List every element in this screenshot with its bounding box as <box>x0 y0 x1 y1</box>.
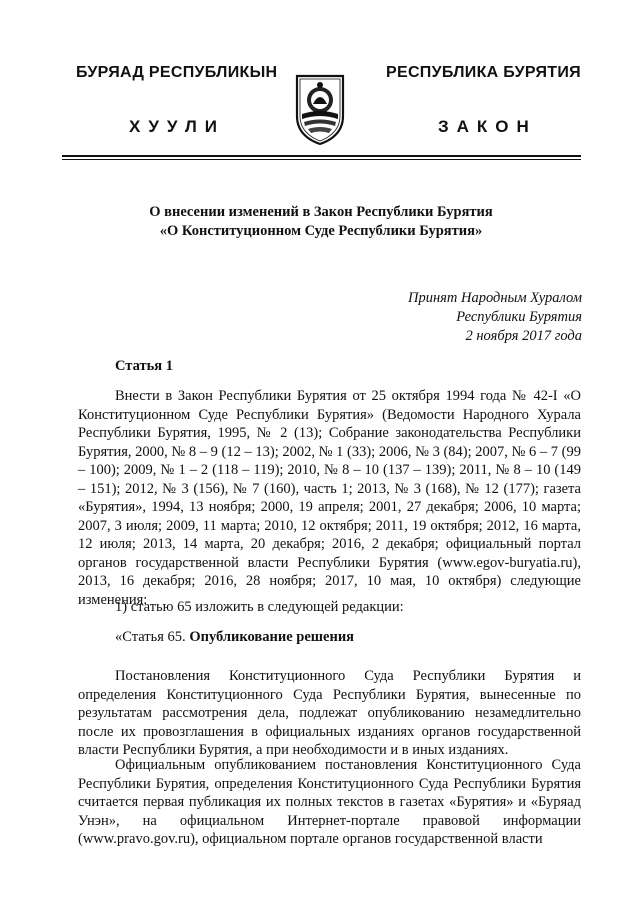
law-title <box>60 203 582 241</box>
buryatia-coat-of-arms-icon <box>291 70 349 146</box>
adoption-line1: Принят Народным Хуралом <box>407 290 582 306</box>
article-65-prefix: «Статья 65. <box>115 629 186 645</box>
law-title-line1: О внесении изменений в Закон Республики Бурятия <box>149 204 493 220</box>
adoption-line2: Республики Бурятия <box>456 309 582 325</box>
article-65-paragraph-2: Официальным опубликованием постановления Конституционного Суда Республики Бурятия, определения Конституционного Суда Республики Бурятия считается первая публикация их полных текстов в газетах «Бурятия» и «Буряад Унэн», на официальном Интернет-портале правовой информации (www.pravo.gov.ru), официальном портале органов государственной власти <box>78 757 581 847</box>
article-1-paragraph: Внести в Закон Республики Бурятия от 25 октября 1994 года № 42-I «О Конституционном Суде Республики Бурятия» (Ведомости Народного Хурала Республики Бурятия, 1995, № 2 (13); Собрание законодательства Республики Бурятия, 2000, № 8 – 9 (12 – 13); 2002, № 1 (33); 2006, № 3 (84); 2007, № 6 – 7 (99 – 100); 2009, № 1 – 2 (118 – 119); 2010, № 8 – 10 (137 – 139); 2011, № 8 – 10 (149 – 151); 2012, № 3 (156), № 7 (160), часть 1; 2013, № 3 (168), № 12 (177); газета «Бурятия», 1994, 13 ноября; 2000, 19 апреля; 2001, 27 декабря; 2006, 10 марта; 2007, 3 июля; 2009, 11 марта; 2010, 12 октября; 2011, 19 октября; 2012, 16 марта, 12 июля; 2013, 14 марта, 20 декабря; 2016, 2 декабря; официальный портал органов государственной власти Республики Бурятия (www.egov-buryatia.ru), 2013, 16 декабря; 2016, 28 ноября; 2017, 10 мая, 10 октября) следующие изменения: <box>78 388 581 608</box>
adoption-note <box>408 289 582 346</box>
article-1-heading: Статья 1 <box>115 358 173 374</box>
republic-name-russian: РЕСПУБЛИКА БУРЯТИЯ <box>386 64 581 81</box>
law-title-line2: «О Конституционном Суде Республики Бурятия» <box>159 223 483 239</box>
doc-type-buryat: ХУУЛИ <box>129 117 225 136</box>
doc-type-russian: ЗАКОН <box>438 117 537 136</box>
article-65-title: Опубликование решения <box>189 629 355 645</box>
republic-name-buryat: БУРЯАД РЕСПУБЛИКЫН <box>76 64 278 81</box>
article-1-item-1: 1) статью 65 изложить в следующей редакции: <box>115 599 404 615</box>
header-rule-thick <box>62 155 581 157</box>
adoption-date: 2 ноября 2017 года <box>465 328 582 344</box>
header-rule-thin <box>62 159 581 160</box>
article-65-heading <box>115 629 354 646</box>
article-65-paragraph-1: Постановления Конституционного Суда Республики Бурятия и определения Конституционного Суда Республики Бурятия, вынесенные по результатам рассмотрения дела, подлежат опубликованию незамедлительно после их провозглашения в официальных изданиях органов государственной власти Республики Бурятия, а при необходимости и в иных изданиях. <box>78 668 581 758</box>
